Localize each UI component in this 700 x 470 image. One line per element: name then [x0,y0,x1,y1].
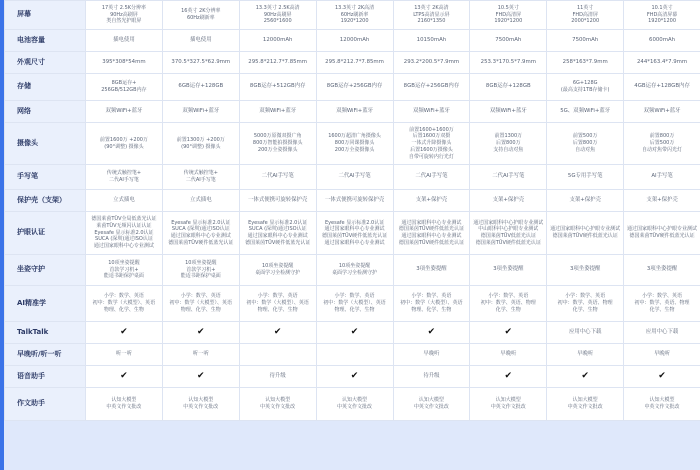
spec-cell: 支架+保护壳 [547,190,624,212]
spec-cell: 前置500万 后置800万 自动对焦 [547,123,624,165]
spec-cell: 前置800万 后置500万 自动对焦带闪光灯 [624,123,700,165]
spec-cell: 7500mAh [470,30,547,52]
spec-cell: 小学：数学、英语 初中：数学（大模型）、英语 物理、化学、生物 [393,286,470,322]
spec-cell: 4GB运存+128GB内存 [624,74,700,101]
row-label: 存储 [5,74,86,101]
spec-cell: 5G专用手写笔 [547,165,624,190]
spec-cell: 小学：数学、英语 初中：数学（大模型）、英语 物理、化学、生物 [86,286,163,322]
spec-cell: 1600万超清广角摄像头 800万同课摄像头 200万全姿摄像头 [316,123,393,165]
spec-row [5,52,700,74]
spec-cell: 10150mAh [393,30,470,52]
check-mark-icon: ✔ [316,322,393,344]
spec-cell: 11英寸 FHD高清屏 2000*1200 [547,1,624,30]
row-label: 坐姿守护 [5,255,86,286]
spec-cell: 双频WiFi+蓝牙 [162,101,239,123]
spec-cell: 应用中心下载 [547,322,624,344]
spec-cell: 10项坐姿提醒 桌面学习全检测守护 [239,255,316,286]
spec-cell: 一体式便携可旋转保护壳 [316,190,393,212]
row-label: 作文助手 [5,388,86,421]
spec-row [5,1,700,30]
spec-cell: 二代AI手写笔 [239,165,316,190]
row-label: 电池容量 [5,30,86,52]
spec-cell: 前置1600万 +200万 (90°调整) 摄像头 [86,123,163,165]
spec-cell: Eyesafe 显示标准2.0认证 SUCA (深圳)通过ISO认证 通过国家眼科中心专业测试 德国莱茵TÜV硬件低蓝光认证 [162,212,239,255]
spec-cell: 3项坐姿提醒 [393,255,470,286]
spec-cell: 双频WiFi+蓝牙 [624,101,700,123]
spec-cell: 插电使用 [86,30,163,52]
spec-cell: 认知大模型 中英文作文批改 [316,388,393,421]
spec-row [5,212,700,255]
spec-row [5,366,700,388]
spec-cell: 早晚听 [393,344,470,366]
spec-cell: 立式插电 [86,190,163,212]
row-label: AI精准学 [5,286,86,322]
check-mark-icon: ✔ [547,366,624,388]
spec-cell: 12000mAh [316,30,393,52]
spec-cell: 早晚听 [547,344,624,366]
spec-cell: 8GB运存+128GB [470,74,547,101]
spec-cell: 早晚听 [624,344,700,366]
spec-cell: 德国莱茵TÜV全局低蓝光认证 莱茵TÜV无频闪认证认证 Eyesafe 显示标准2.0认证 SUCA (深圳)通过ISO认证 通过国家眼科中心专业测试 [86,212,163,255]
spec-cell: 听一听 [162,344,239,366]
spec-cell: 8GB运存+256GB内存 [316,74,393,101]
check-mark-icon: ✔ [393,322,470,344]
spec-row [5,388,700,421]
spec-row [5,322,700,344]
spec-cell [316,344,393,366]
spec-cell: 395*308*54mm [86,52,163,74]
row-label: 护眼认证 [5,212,86,255]
spec-row [5,101,700,123]
spec-row [5,286,700,322]
spec-cell: 258*163*7.9mm [547,52,624,74]
spec-row [5,255,700,286]
spec-cell: 通过国家眼科中心护眼专业测试 德国莱茵TÜV硬件低蓝光认证 [547,212,624,255]
spec-cell: 一体式便携可旋转保护壳 [239,190,316,212]
spec-cell: 听一听 [86,344,163,366]
spec-cell: 小学：数学、英语 初中：数学、英语、物理 化学、生物 [624,286,700,322]
spec-cell: 立式插电 [162,190,239,212]
spec-cell: 认知大模型 中英文作文批改 [393,388,470,421]
spec-cell: 6G+128G (最高支持1TB存储卡) [547,74,624,101]
spec-cell: 244*163.4*7.9mm [624,52,700,74]
spec-row [5,165,700,190]
spec-cell: 前置1300万 +200万 (90°调整) 摄像头 [162,123,239,165]
spec-cell: 认知大模型 中英文作文批改 [624,388,700,421]
spec-cell: 传统式触控笔+ 二代AI手写笔 [86,165,163,190]
check-mark-icon: ✔ [162,366,239,388]
spec-cell: 7500mAh [547,30,624,52]
row-label: 语音助手 [5,366,86,388]
spec-row [5,74,700,101]
spec-cell: 13英寸 2K高清 LTPS高清显示屏 2160*1350 [393,1,470,30]
spec-cell: 小学：数学、英语 初中：数学、英语、物理 化学、生物 [547,286,624,322]
spec-cell: 小学：数学、英语 初中：数学（大模型）、英语 物理、化学、生物 [239,286,316,322]
row-label: 屏幕 [5,1,86,30]
spec-cell: 16英寸 2K分辨率 60Hz刷新率 [162,1,239,30]
check-mark-icon: ✔ [86,366,163,388]
check-mark-icon: ✔ [316,366,393,388]
spec-comparison-table [4,0,700,421]
spec-cell: 前置1600+1600万 后置1600万双摄 一体式升降摄像头 后置1600万摄像头 自带可旋转内行光灯 [393,123,470,165]
row-label: 摄像头 [5,123,86,165]
spec-cell: 12000mAh [239,30,316,52]
spec-cell: 8GB运存+512GB内存 [239,74,316,101]
check-mark-icon: ✔ [470,322,547,344]
row-label: 早晚听/听一听 [5,344,86,366]
spec-cell: 认知大模型 中英文作文批改 [470,388,547,421]
spec-cell: 支架+保护壳 [470,190,547,212]
spec-cell: 通过国家眼科中心护眼专业测试 德国莱茵TÜV硬件低蓝光认证 [624,212,700,255]
spec-cell: 认知大模型 中英文作文批改 [547,388,624,421]
spec-cell: 通过国家眼科中心专业测试 德国莱茵TÜV硬件低蓝光认证 通过国家眼科中心专业测试 德国莱茵TÜV硬件低蓝光认证 [393,212,470,255]
spec-cell: 370.5*327.5*62.9mm [162,52,239,74]
check-mark-icon: ✔ [239,322,316,344]
spec-cell: 早晚听 [470,344,547,366]
spec-cell: 待升级 [239,366,316,388]
spec-cell: 13.3英寸 2K高清 60Hz刷新率 1920*1200 [316,1,393,30]
row-label: 手写笔 [5,165,86,190]
spec-cell: 双频WiFi+蓝牙 [393,101,470,123]
spec-cell: 双频WiFi+蓝牙 [316,101,393,123]
spec-row [5,30,700,52]
spec-cell: 双频WiFi+蓝牙 [239,101,316,123]
spec-cell: 253.3*170.5*7.9mm [470,52,547,74]
spec-cell: 小学：数学、英语 初中：数学（大模型）、英语 物理、化学、生物 [316,286,393,322]
spec-cell: 8GB运存+ 256GB/512GB内存 [86,74,163,101]
spec-table-body [5,1,700,421]
spec-cell: 10项坐姿提醒 桌面学习全检测守护 [316,255,393,286]
spec-cell: 认知大模型 中英文作文批改 [162,388,239,421]
check-mark-icon: ✔ [470,366,547,388]
spec-cell: 17英寸 2.5K分辨率 90Hz高刷屏 类自然光护眼屏 [86,1,163,30]
spec-cell: 通过国家眼科中心护眼专业测试 中山眼科中心护眼专业测试 德国莱茵TÜV低蓝光认证 德国莱茵TÜV硬件低蓝光认证 [470,212,547,255]
spec-cell: Eyesafe 显示标准2.0认证 SUCA (深圳)通过ISO认证 通过国家眼科中心专业测试 德国莱茵TÜV硬件低蓝光认证 [239,212,316,255]
spec-cell: 小学：数学、英语 初中：数学、英语、物理 化学、生物 [470,286,547,322]
row-label: 网络 [5,101,86,123]
spec-cell: 10.5英寸 FHD高清屏 1920*1200 [470,1,547,30]
spec-cell: 小学：数学、英语 初中：数学（大模型）、英语 物理、化学、生物 [162,286,239,322]
spec-cell: 支架+保护壳 [393,190,470,212]
spec-cell: 待升级 [393,366,470,388]
spec-cell: 3项坐姿提醒 [470,255,547,286]
spec-cell: 二代AI手写笔 [393,165,470,190]
spec-row [5,344,700,366]
check-mark-icon: ✔ [162,322,239,344]
spec-cell: 293.2*200.5*7.9mm [393,52,470,74]
spec-row [5,190,700,212]
spec-row [5,123,700,165]
check-mark-icon: ✔ [86,322,163,344]
row-label: 保护壳（支架） [5,190,86,212]
row-label: TalkTalk [5,322,86,344]
spec-cell: 3项坐姿提醒 [547,255,624,286]
spec-cell: 认知大模型 中英文作文批改 [239,388,316,421]
spec-cell: 295.8*212.7*7.85mm [316,52,393,74]
spec-cell: 支架+保护壳 [624,190,700,212]
spec-cell: 8GB运存+256GB内存 [393,74,470,101]
spec-cell: AI手写笔 [624,165,700,190]
spec-cell: 认知大模型 中英文作文批改 [86,388,163,421]
spec-cell: 5000万原微双摄广角 800万智能拍摄摄像头 200万全姿摄像头 [239,123,316,165]
spec-cell: 前置1300万 后置800万 支持自动对焦 [470,123,547,165]
spec-cell: 10项坐姿提醒 首款学习机+ 能适书距保护桌面 [162,255,239,286]
spec-cell: 13.3英寸 2.5K高清 90Hz高刷屏 2560*1600 [239,1,316,30]
spec-cell: 双频WiFi+蓝牙 [86,101,163,123]
spec-cell [239,344,316,366]
check-mark-icon: ✔ [624,366,700,388]
spec-cell: 10项坐姿提醒 首款学习机+ 能适书距保护桌面 [86,255,163,286]
spec-cell: 295.8*212.7*7.85mm [239,52,316,74]
spec-cell: 传统式触控笔+ 二代AI手写笔 [162,165,239,190]
spec-cell: 6000mAh [624,30,700,52]
spec-cell: 二代AI手写笔 [470,165,547,190]
row-label: 外观尺寸 [5,52,86,74]
spec-cell: 10.1英寸 FHD高清屏幕 1920*1200 [624,1,700,30]
spec-cell: 插电使用 [162,30,239,52]
spec-cell: 3项坐姿提醒 [624,255,700,286]
spec-cell: 5G、双频WiFi+蓝牙 [547,101,624,123]
spec-cell: 应用中心下载 [624,322,700,344]
spec-cell: Eyesafe 显示标准2.0认证 通过国家眼科中心专业测试 德国莱茵TÜV硬件低蓝光认证 通过国家眼科中心专业测试 [316,212,393,255]
spec-cell: 二代AI手写笔 [316,165,393,190]
spec-cell: 6GB运存+128GB [162,74,239,101]
spec-cell: 双频WiFi+蓝牙 [470,101,547,123]
